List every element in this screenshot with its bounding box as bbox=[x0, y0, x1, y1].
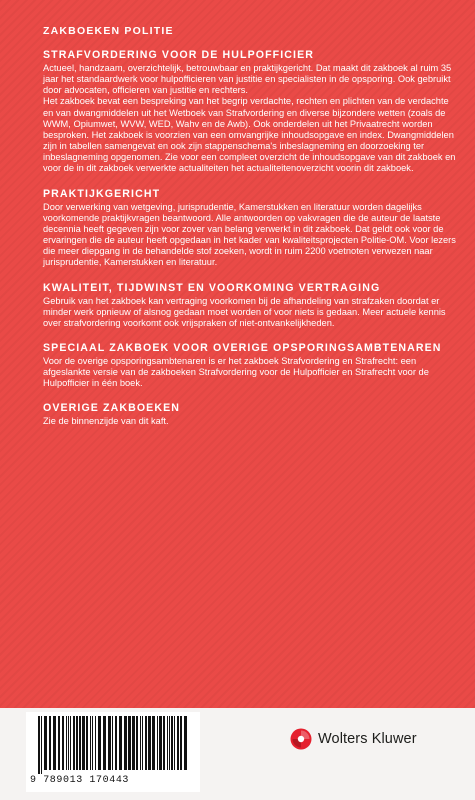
barcode-bar bbox=[92, 716, 93, 770]
barcode-bar bbox=[163, 716, 165, 770]
section-title: STRAFVORDERING VOOR DE HULPOFFICIER bbox=[43, 49, 314, 61]
barcode-bar bbox=[44, 716, 47, 770]
barcode-bar bbox=[62, 716, 64, 770]
series-title: ZAKBOEKEN POLITIE bbox=[43, 25, 174, 37]
barcode-bar bbox=[157, 716, 158, 770]
barcode-bar bbox=[103, 716, 106, 770]
barcode-bar bbox=[70, 716, 71, 770]
barcode-bar bbox=[128, 716, 131, 770]
barcode-bar bbox=[58, 716, 60, 770]
barcode-bar bbox=[53, 716, 56, 770]
section-title: OVERIGE ZAKBOEKEN bbox=[43, 402, 181, 415]
barcode-bar bbox=[108, 716, 111, 770]
barcode-bar bbox=[112, 716, 113, 770]
barcode-bar bbox=[177, 716, 179, 770]
paragraph: Door verwerking van wetgeving, jurisprudentie, Kamerstukken en literatuur worden dagelijks voorkomende praktijkvragen beantwoord. Alle antwoorden op vakvragen die de auteur de laatste decennia heeft gegeven zijn voor zover van belang verwerkt in dit zakboek. Dat geldt ook voor de ervaringen die de auteur heeft opgedaan in het kader van kwaliteitsprojecten Politie-OM. Voor lezers die meer diepgang in de behandelde stof zoeken, wordt in ruim 2200 voetnoten verwezen naar jurisprudentie, Kamerstukken en literatuur. bbox=[43, 201, 456, 268]
barcode-bar bbox=[86, 716, 88, 770]
barcode-bar bbox=[136, 716, 138, 770]
publisher-logo bbox=[290, 726, 417, 752]
barcode-bar bbox=[98, 716, 101, 770]
section-title: KWALITEIT, TIJDWINST EN VOORKOMING VERTRAGING bbox=[43, 281, 381, 294]
barcode-bar bbox=[82, 716, 85, 770]
barcode-bar bbox=[184, 716, 187, 770]
barcode-bars bbox=[36, 716, 190, 774]
barcode-bar bbox=[95, 716, 96, 770]
section-kwaliteit bbox=[43, 282, 461, 329]
barcode-bar bbox=[142, 716, 143, 770]
barcode-bar bbox=[68, 716, 69, 770]
paragraph: Voor de overige opsporingsambtenaren is er het zakboek Strafvordering en Strafrecht: een afgeslankte versie van de zakboeken Strafvordering voor de Hulpofficier en Strafrecht voor de Hulpofficier in één boek. bbox=[43, 355, 429, 389]
paragraph: Gebruik van het zakboek kan vertraging voorkomen bij de afhandeling van strafzaken doordat er minder werk opnieuw of alsnog gedaan moet worden of voor niets is gedaan. Meer actuele kennis over strafvordering voorkomt ook vrijspraken of niet-ontvankelijkheden. bbox=[43, 295, 446, 328]
barcode-bar bbox=[119, 716, 122, 770]
barcode-bar bbox=[38, 716, 40, 774]
barcode-bar bbox=[41, 716, 42, 774]
barcode-bar bbox=[66, 716, 67, 770]
section-title: SPECIAAL ZAKBOEK VOOR OVERIGE OPSPORINGSAMBTENAREN bbox=[43, 341, 442, 354]
section-praktijkgericht bbox=[43, 188, 461, 269]
barcode-bar bbox=[140, 716, 141, 770]
paragraph: Zie de binnenzijde van dit kaft. bbox=[43, 416, 169, 427]
paragraph: Actueel, handzaam, overzichtelijk, betrouwbaar en praktijkgericht. Dat maakt dit zakboek al ruim 35 jaar het standaardwerk voor hulpofficieren van justitie en specialisten in de opsporing. Ook gebruikt door advocaten, officieren van justitie en rechters. bbox=[43, 63, 452, 96]
barcode-bar bbox=[167, 716, 168, 770]
barcode-bar bbox=[148, 716, 151, 770]
barcode-bar bbox=[132, 716, 135, 770]
barcode-bar bbox=[124, 716, 127, 770]
isbn-number: 9 789013 170443 bbox=[30, 775, 130, 786]
paragraph: Het zakboek bevat een bespreking van het begrip verdachte, rechten en plichten van de verdachte en van dwangmiddelen uit het Wetboek van Strafvordering en diverse bijzondere wetten (zoals de WWM, Opiumwet, WVW, WED, Wahv en de Awb). Ook onderdelen uit het Privaatrecht worden besproken. Het zakboek is voorzien van een omvangrijke inhoudsopgave en index. Dwangmiddelen zijn in tabellen samengevat en ook zijn stappenschema's inbeslagneming en doorzoeking ter inbeslagneming opgenomen. Zie voor een compleet overzicht de inhoudsopgave van dit zakboek en voor de in dit zakboek verwerkte actualiteiten het actualiteitenoverzicht voorin dit zakboek. bbox=[43, 96, 456, 174]
barcode-bar bbox=[90, 716, 91, 770]
section-strafvordering bbox=[43, 49, 461, 175]
publisher-name: Wolters Kluwer bbox=[318, 731, 417, 747]
barcode-bar bbox=[49, 716, 51, 770]
section-overige-zakboeken bbox=[43, 402, 461, 427]
section-speciaal-zakboek bbox=[43, 342, 461, 389]
barcode-bar bbox=[169, 716, 170, 770]
barcode-bar bbox=[171, 716, 173, 770]
cover-text bbox=[43, 49, 461, 441]
wolters-kluwer-logo-icon bbox=[290, 728, 312, 750]
barcode-bar bbox=[159, 716, 162, 770]
barcode-bar bbox=[174, 716, 175, 770]
section-title: PRAKTIJKGERICHT bbox=[43, 187, 161, 200]
barcode-bar bbox=[115, 716, 117, 770]
barcode-bar bbox=[145, 716, 147, 770]
barcode-bar bbox=[76, 716, 78, 770]
barcode-bar bbox=[180, 716, 182, 770]
barcode-bar bbox=[73, 716, 75, 770]
barcode-bar bbox=[79, 716, 81, 770]
barcode bbox=[26, 712, 200, 792]
barcode-bar bbox=[152, 716, 155, 770]
